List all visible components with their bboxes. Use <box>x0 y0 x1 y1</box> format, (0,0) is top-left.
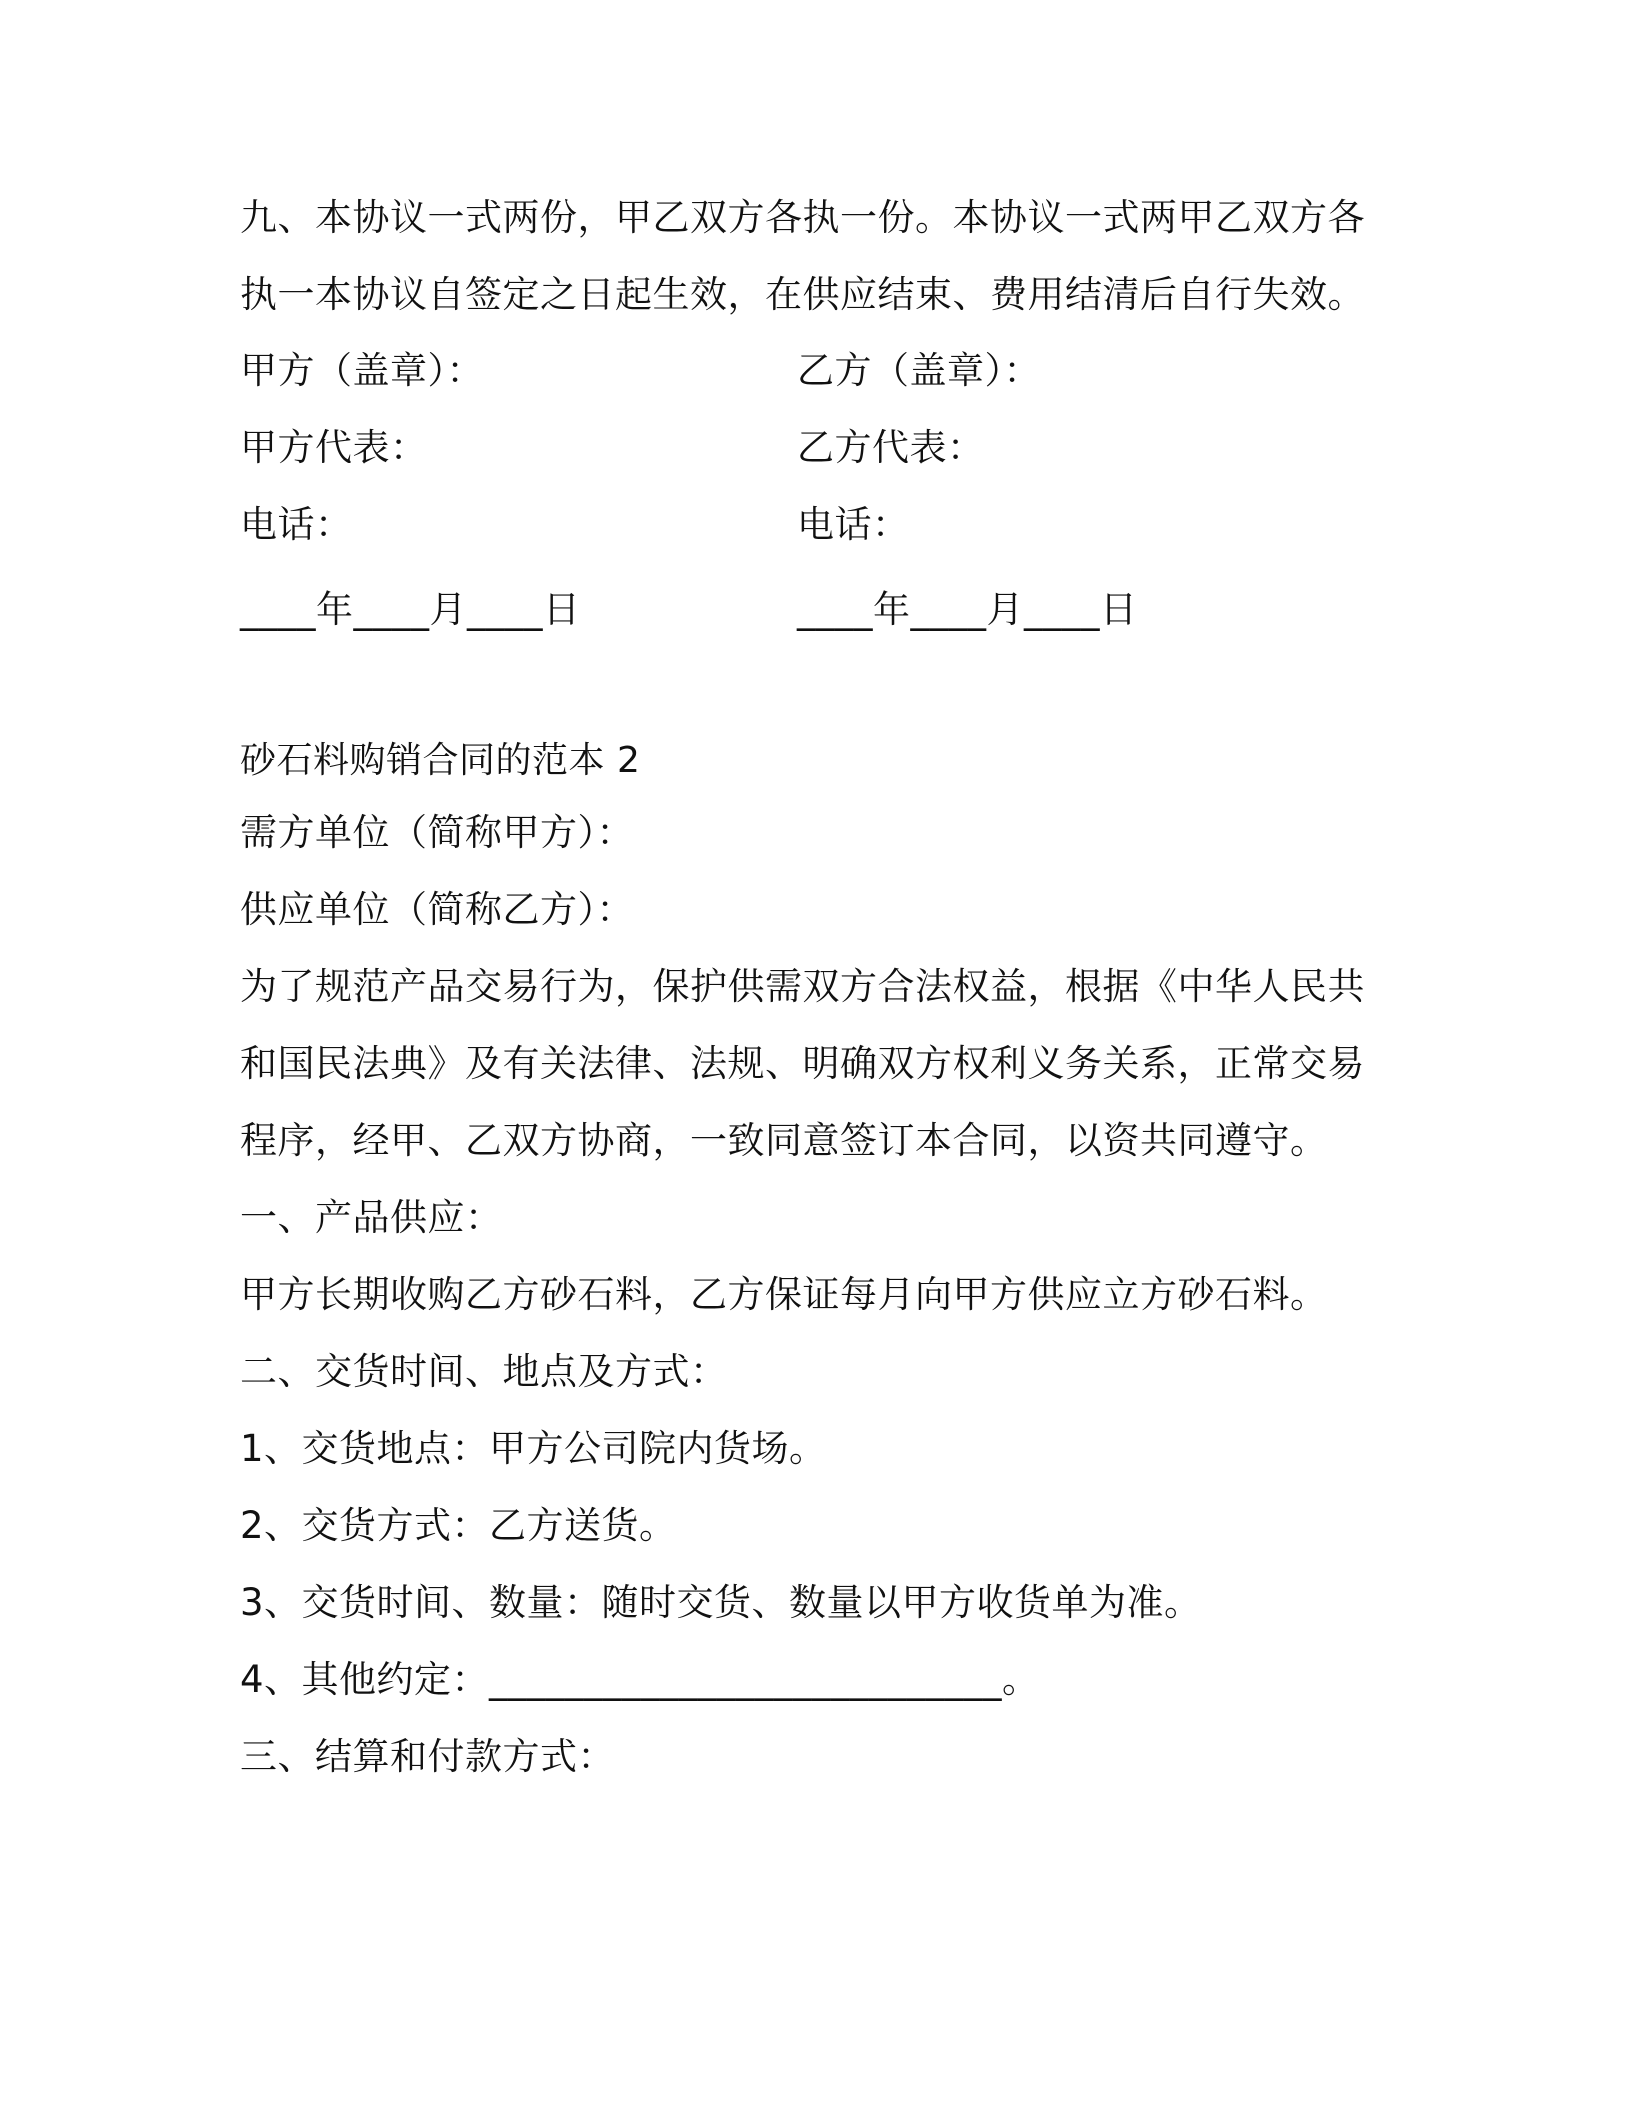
preamble-line-1: 为了规范产品交易行为，保护供需双方合法权益，根据《中华人民共 <box>240 965 1365 1008</box>
section-2-item-2: 2、交货方式：乙方送货。 <box>240 1504 677 1547</box>
section-2-item-1: 1、交货地点：甲方公司院内货场。 <box>240 1427 827 1470</box>
preamble-line-2: 和国民法典》及有关法律、法规、明确双方权利义务关系，正常交易 <box>240 1042 1365 1085</box>
party-b-seal: 乙方（盖章）： <box>797 349 1041 392</box>
section-1-heading: 一、产品供应： <box>240 1196 503 1239</box>
party-a-seal: 甲方（盖章）： <box>240 349 484 392</box>
party-a-phone: 电话： <box>240 503 353 546</box>
clause-9-line-2: 执一本协议自签定之日起生效，在供应结束、费用结清后自行失效。 <box>240 273 1365 316</box>
section-2-item-4: 4、其他约定：___________________________。 <box>240 1658 1040 1701</box>
party-b-representative: 乙方代表： <box>797 426 985 469</box>
preamble-line-3: 程序，经甲、乙双方协商，一致同意签订本合同，以资共同遵守。 <box>240 1119 1328 1162</box>
section-2-item-3: 3、交货时间、数量：随时交货、数量以甲方收货单为准。 <box>240 1581 1202 1624</box>
party-b-date: ____年____月____日 <box>797 588 1138 631</box>
section-3-heading: 三、结算和付款方式： <box>240 1735 615 1778</box>
clause-9-line-1: 九、本协议一式两份，甲乙双方各执一份。本协议一式两甲乙双方各 <box>240 196 1365 239</box>
section-2-heading: 二、交货时间、地点及方式： <box>240 1350 728 1393</box>
section-1-body: 甲方长期收购乙方砂石料，乙方保证每月向甲方供应立方砂石料。 <box>240 1273 1328 1316</box>
contract-2-title: 砂石料购销合同的范本 2 <box>240 740 641 781</box>
buyer-unit: 需方单位（简称甲方）： <box>240 811 634 854</box>
party-a-representative: 甲方代表： <box>240 426 428 469</box>
supplier-unit: 供应单位（简称乙方）： <box>240 888 634 931</box>
party-b-phone: 电话： <box>797 503 910 546</box>
party-a-date: ____年____月____日 <box>240 588 581 631</box>
